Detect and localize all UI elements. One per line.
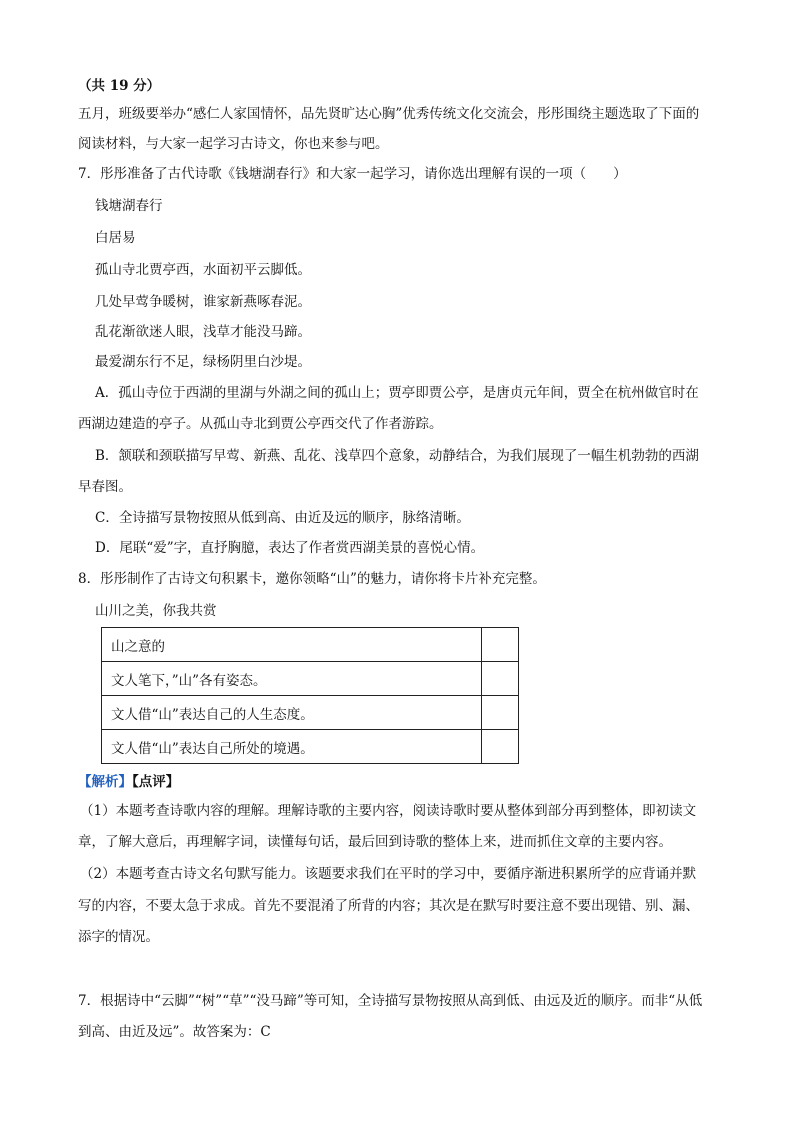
table-cell: 山之意的: [102, 628, 482, 662]
question-8-stem: 8．彤彤制作了古诗文句积累卡，邀你领略“山”的魅力，请你将卡片补充完整。: [78, 571, 546, 587]
card-title: 山川之美，你我共赏: [95, 603, 217, 619]
analysis-p2-line-1: （2）本题考查古诗文名句默写能力。该题要求我们在平时的学习中，要循序渐进积累所学的应背诵并默: [80, 866, 697, 882]
question-7-stem: 7．彤彤准备了古代诗歌《钱塘湖春行》和大家一起学习，请你选出理解有误的一项（ ）: [78, 166, 627, 182]
analysis-tag: 【解析】: [78, 774, 132, 790]
poem-author: 白居易: [95, 230, 136, 246]
option-b-line-2: 早春图。: [78, 479, 132, 495]
answer-line-2: 到高、由近及远”。故答案为：C: [78, 1024, 271, 1040]
option-a-line-2: 西湖边建造的亭子。从孤山寺北到贾公亭西交代了作者游踪。: [78, 416, 443, 432]
poem-title: 钱塘湖春行: [95, 198, 163, 214]
score-header: （共 19 分）: [78, 78, 161, 94]
analysis-p2-line-3: 添字的情况。: [78, 929, 159, 945]
table-row: [102, 696, 519, 730]
poem-line: 最爱湖东行不足，绿杨阴里白沙堤。: [95, 354, 311, 370]
answer-line-1: 7．根据诗中“云脚”“树”“草”“没马蹄”等可知，全诗描写景物按照从高到低、由远及近的顺序。而非“从低: [78, 993, 703, 1009]
option-d: D．尾联“爱”字，直抒胸臆，表达了作者赏西湖美景的喜悦心情。: [95, 540, 485, 556]
answer-blank[interactable]: [482, 662, 519, 696]
poem-line: 几处早莺争暖树，谁家新燕啄春泥。: [95, 294, 311, 310]
analysis-p1-line-1: （1）本题考查诗歌内容的理解。理解诗歌的主要内容，阅读诗歌时要从整体到部分再到整体，即初读文: [80, 803, 697, 819]
table-cell: 文人笔下，”山”各有姿态。: [102, 662, 482, 696]
analysis-p1-line-2: 章，了解大意后，再理解字词，读懂每句话，最后回到诗歌的整体上来，进而抓住文章的主要内容。: [78, 834, 672, 850]
accumulation-card-table: [101, 627, 519, 764]
answer-blank[interactable]: [482, 696, 519, 730]
option-c: C．全诗描写景物按照从低到高、由近及远的顺序，脉络清晰。: [95, 510, 470, 526]
intro-line-2: 阅读材料，与大家一起学习古诗文，你也来参与吧。: [78, 136, 389, 152]
analysis-p2-line-2: 写的内容，不要太急于求成。首先不要混淆了所背的内容；其次是在默写时要注意不要出现错、别、漏、: [78, 898, 699, 914]
answer-blank[interactable]: [482, 628, 519, 662]
table-row: [102, 628, 519, 662]
intro-line-1: 五月，班级要举办“感仁人家国情怀，品先贤旷达心胸”优秀传统文化交流会，彤彤围绕主题选取了下面的: [78, 106, 700, 122]
option-a-line-1: A．孤山寺位于西湖的里湖与外湖之间的孤山上；贾亭即贾公亭，是唐贞元年间，贾全在杭州做官时在: [95, 385, 699, 401]
poem-line: 孤山寺北贾亭西，水面初平云脚低。: [95, 262, 311, 278]
answer-blank[interactable]: [482, 730, 519, 764]
comment-tag: 【点评】: [132, 774, 180, 790]
table-cell: 文人借“山”表达自己所处的境遇。: [102, 730, 482, 764]
table-row: [102, 730, 519, 764]
analysis-tags: [78, 772, 179, 792]
poem-line: 乱花渐欲迷人眼，浅草才能没马蹄。: [95, 324, 311, 340]
table-cell: 文人借“山”表达自己的人生态度。: [102, 696, 482, 730]
table-row: [102, 662, 519, 696]
option-b-line-1: B．颔联和颈联描写早莺、新燕、乱花、浅草四个意象，动静结合，为我们展现了一幅生机勃勃的西湖: [95, 448, 699, 464]
